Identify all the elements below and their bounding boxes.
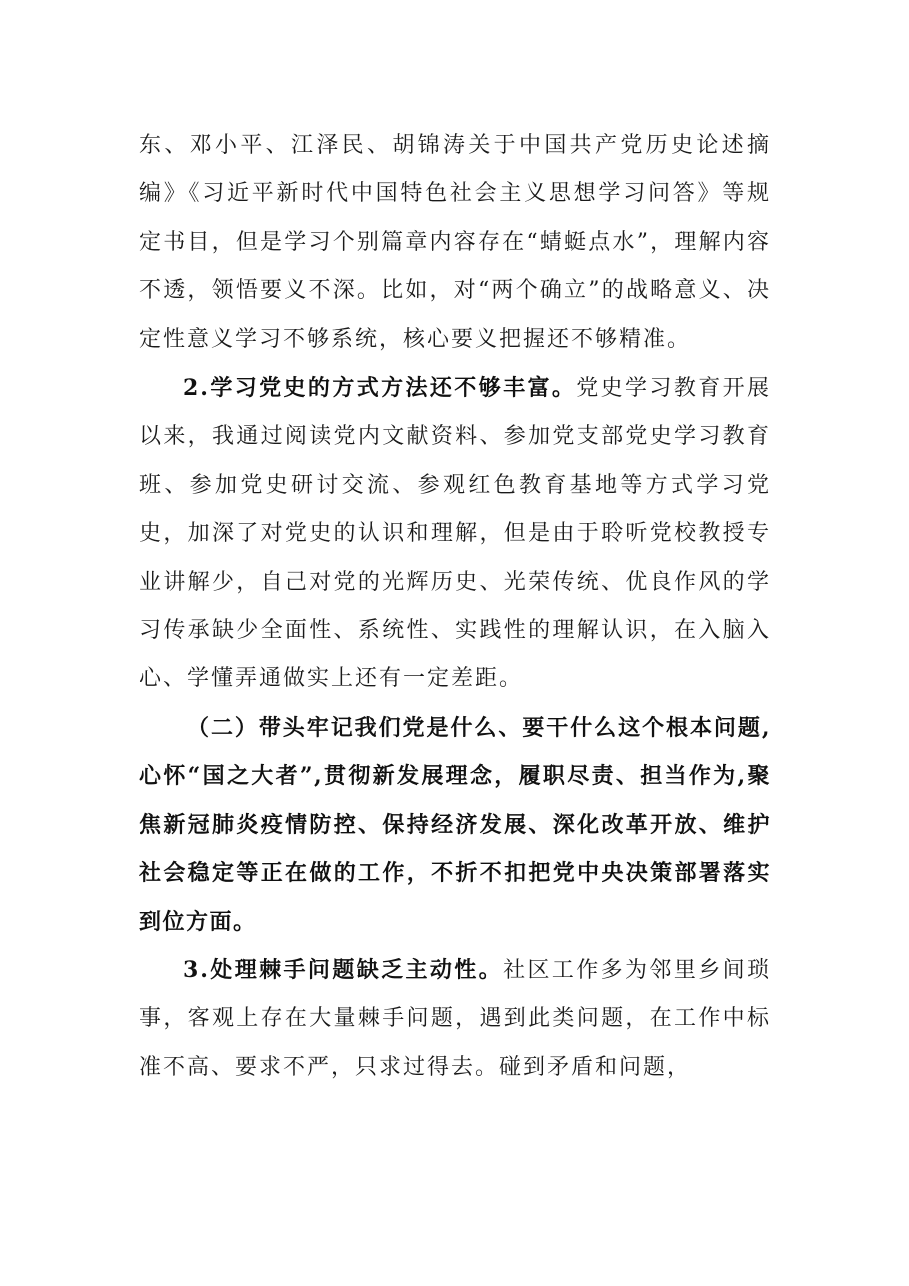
paragraph-text: 东、邓小平、江泽民、胡锦涛关于中国共产党历史论述摘编》《习近平新时代中国特色社会主义思想学习问答》等规定书目，但是学习个别篇章内容存在“蜻蜓点水”，理解内容不透，领悟要义不深。比如，对“两个确立”的战略意义、决定性意义学习不够系统，核心要义把握还不够精准。: [139, 133, 771, 352]
section-heading: （二）带头牢记我们党是什么、要干什么这个根本问题,心怀“国之大者”,贯彻新发展理念，履职尽责、担当作为,聚焦新冠肺炎疫情防控、保持经济发展、深化改革开放、维护社会稳定等正在做的工作，不折不扣把党中央决策部署落实到位方面。: [139, 714, 771, 935]
paragraph-study-methods: [139, 364, 771, 704]
paragraph-text: 党史学习教育开展以来，我通过阅读党内文献资料、参加党支部党史学习教育班、参加党史研讨交流、参观红色教育基地等方式学习党史，加深了对党史的认识和理解，但是由于聆听党校教授专业讲解少，自己对党的光辉历史、光荣传统、优良作风的学习传承缺少全面性、系统性、实践性的理解认识，在入脑入心、学懂弄通做实上还有一定差距。: [139, 376, 771, 692]
paragraph-lead: 3.处理棘手问题缺乏主动性。: [183, 956, 504, 983]
paragraph-lead: 2.学习党史的方式方法还不够丰富。: [183, 375, 577, 402]
document-body: [139, 122, 771, 1092]
paragraph-continuation: [139, 122, 771, 364]
paragraph-problem-handling: [139, 946, 771, 1092]
paragraph-text: 社区工作多为邻里乡间琐事，客观上存在大量棘手问题，遇到此类问题，在工作中标准不高、要求不严，只求过得去。碰到矛盾和问题，: [139, 957, 771, 1080]
